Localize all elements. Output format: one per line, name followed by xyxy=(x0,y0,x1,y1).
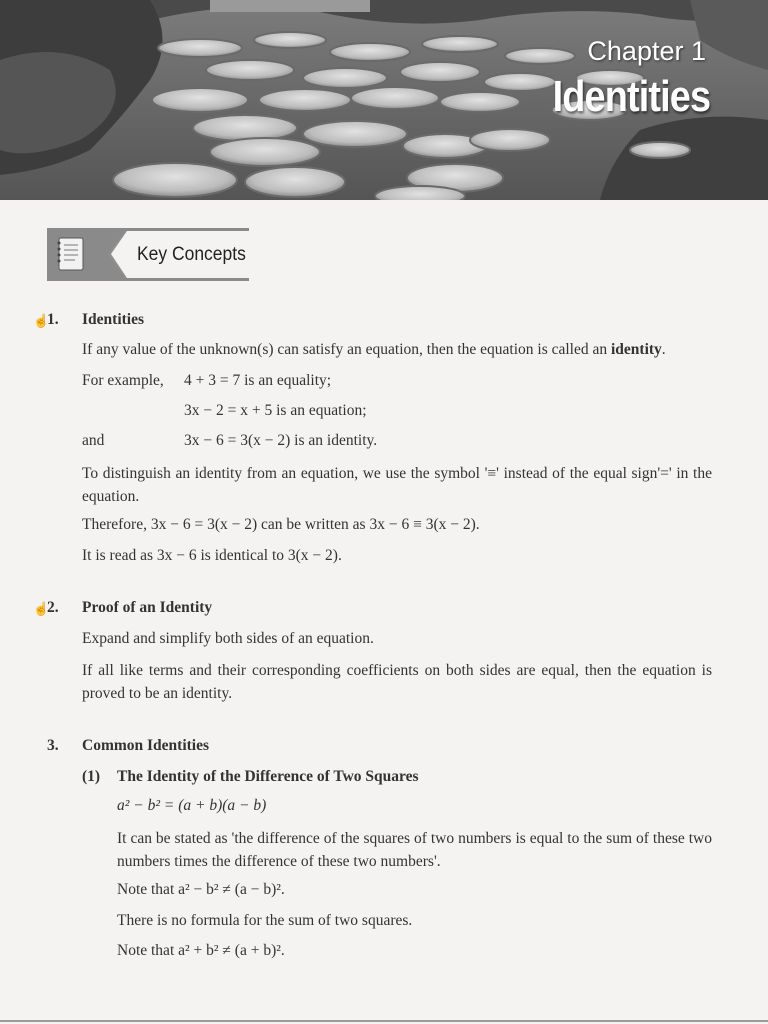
pointing-hand-icon: ☝ xyxy=(33,601,50,616)
example-equality: 4 + 3 = 7 is an equality; xyxy=(184,372,332,389)
subsection-1-heading: The Identity of the Difference of Two Squares xyxy=(117,768,419,785)
section-2-number: 2. xyxy=(47,599,59,616)
section-1-heading: Identities xyxy=(82,311,144,328)
difference-of-squares-formula: a² − b² = (a + b)(a − b) xyxy=(117,797,267,814)
note-sum: Note that a² + b² ≠ (a + b)². xyxy=(117,942,285,959)
key-concepts-label: Key Concepts xyxy=(137,244,246,265)
notebook-icon xyxy=(58,238,84,270)
section-2-heading: Proof of an Identity xyxy=(82,599,213,616)
chapter-title: Identities xyxy=(552,72,710,121)
and-label: and xyxy=(82,432,105,449)
section-3-number: 3. xyxy=(47,737,59,754)
distinguish-paragraph: To distinguish an identity from an equation, we use the symbol '≡' instead of the equal sign'=' in the equation. xyxy=(82,465,712,505)
stated-paragraph: It can be stated as 'the difference of the squares of two numbers is equal to the sum of these two numbers times the difference of these two numbers'. xyxy=(117,830,712,870)
page-bottom-rule xyxy=(0,1020,768,1022)
pointing-hand-icon: ☝ xyxy=(33,313,50,328)
subsection-1-number: (1) xyxy=(82,768,101,785)
read-as-line: It is read as 3x − 6 is identical to 3(x − 2). xyxy=(82,547,342,564)
chapter-banner xyxy=(0,0,768,200)
proof-step-1: Expand and simplify both sides of an equation. xyxy=(82,630,374,647)
section-3-heading: Common Identities xyxy=(82,737,210,754)
proof-step-2: If all like terms and their corresponding coefficients on both sides are equal, then the equation is proved to be an identity. xyxy=(82,662,712,702)
therefore-line: Therefore, 3x − 6 = 3(x − 2) can be written as 3x − 6 ≡ 3(x − 2). xyxy=(82,516,480,533)
example-label: For example, xyxy=(82,372,164,389)
no-formula-line: There is no formula for the sum of two squares. xyxy=(117,912,413,929)
chapter-label: Chapter 1 xyxy=(587,36,706,66)
note-difference: Note that a² − b² ≠ (a − b)². xyxy=(117,881,285,898)
example-identity: 3x − 6 = 3(x − 2) is an identity. xyxy=(184,432,378,449)
example-equation: 3x − 2 = x + 5 is an equation; xyxy=(184,402,367,419)
section-1-number: 1. xyxy=(47,311,59,328)
identity-definition: If any value of the unknown(s) can satisfy an equation, then the equation is called an identity. xyxy=(82,341,666,358)
